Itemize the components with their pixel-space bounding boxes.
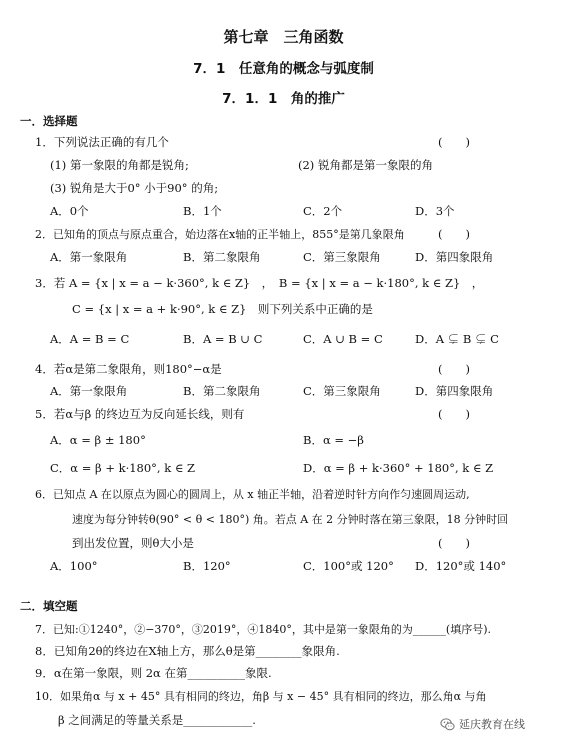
q1-statement-2: (2) 锐角都是第一象限的角 — [298, 158, 433, 172]
q1-option-c: C．2个 — [303, 204, 343, 218]
q10-line-2: β 之间满足的等量关系是____________. — [58, 713, 256, 727]
q3-option-d: D．A ⊊ B ⊊ C — [415, 332, 499, 346]
q10-line-1: 10．如果角α 与 x + 45° 具有相同的终边，角β 与 x − 45° 具有相同的终边，那么角α 与角 — [35, 690, 487, 703]
chapter-title: 第七章 三角函数 — [223, 28, 344, 46]
q6-line-3: 到出发位置，则θ大小是 — [72, 536, 194, 550]
q2-option-b: B．第二象限角 — [183, 250, 261, 264]
q6-answer-paren: ( ) — [438, 536, 470, 550]
q5-option-b: B．α = −β — [303, 433, 364, 447]
q2-option-a: A．第一象限角 — [50, 250, 128, 264]
subsection-title: 7．1．1 角的推广 — [222, 91, 345, 107]
q5-answer-paren: ( ) — [438, 407, 470, 421]
part2-heading: 二．填空题 — [20, 599, 78, 613]
q4-answer-paren: ( ) — [438, 362, 470, 376]
q1-stem: 1．下列说法正确的有几个 — [35, 135, 169, 149]
q5-option-d: D．α = β + k·360° + 180°, k ∈ Z — [303, 461, 494, 475]
q1-option-d: D．3个 — [415, 204, 455, 218]
wechat-icon — [440, 717, 455, 732]
q3-line-2: C = {x | x = a + k·90°, k ∈ Z} 则下列关系中正确的是 — [72, 302, 373, 316]
q1-option-b: B．1个 — [183, 204, 222, 218]
q6-option-a: A．100° — [50, 559, 98, 573]
q3-option-b: B．A = B ∪ C — [183, 332, 263, 346]
q6-option-c: C．100°或 120° — [303, 559, 394, 573]
q3-option-c: C．A ∪ B = C — [303, 332, 383, 346]
q1-statement-3: (3) 锐角是大于0° 小于90° 的角; — [50, 181, 219, 195]
q1-statement-1: (1) 第一象限的角都是锐角; — [50, 158, 189, 172]
q3-line-1: 3．若 A = {x | x = a − k·360°, k ∈ Z} ， B = {x | x = a − k·180°, k ∈ Z} ， — [35, 276, 484, 290]
q4-option-b: B．第二象限角 — [183, 384, 261, 398]
q5-option-c: C．α = β + k·180°, k ∈ Z — [50, 461, 196, 475]
q5-option-a: A．α = β ± 180° — [50, 433, 146, 447]
q6-option-d: D．120°或 140° — [415, 559, 507, 573]
q3-option-a: A．A = B = C — [50, 332, 130, 346]
q2-option-d: D．第四象限角 — [415, 250, 494, 264]
q5-stem: 5．若α与β 的终边互为反向延长线，则有 — [35, 407, 245, 421]
q1-option-a: A．0个 — [50, 204, 89, 218]
q7-text: 7．已知:①1240°，②−370°，③2019°，④1840°，其中是第一象限角的为______(填序号). — [35, 623, 491, 636]
q2-answer-paren: ( ) — [438, 227, 470, 241]
q4-option-a: A．第一象限角 — [50, 384, 128, 398]
q6-option-b: B．120° — [183, 559, 231, 573]
part1-heading: 一．选择题 — [20, 114, 78, 128]
watermark — [440, 716, 525, 732]
q4-stem: 4．若α是第二象限角，则180°−α是 — [35, 362, 222, 376]
q8-text: 8．已知角2θ的终边在X轴上方，那么θ是第________象限角. — [35, 644, 340, 658]
q4-option-d: D．第四象限角 — [415, 384, 494, 398]
q9-text: 9．α在第一象限，则 2α 在第__________象限. — [35, 666, 272, 680]
q6-line-2: 速度为每分钟转θ(90° < θ < 180°) 角。若点 A 在 2 分钟时落在第三象限，18 分钟时回 — [72, 513, 509, 526]
q2-option-c: C．第三象限角 — [303, 250, 381, 264]
q2-stem: 2．已知角的顶点与原点重合，始边落在x轴的正半轴上，855°是第几象限角 — [35, 228, 405, 241]
q6-line-1: 6．已知点 A 在以原点为圆心的圆周上，从 x 轴正半轴，沿着逆时针方向作匀速圆周运动, — [35, 488, 470, 501]
section-title: 7．1 任意角的概念与弧度制 — [193, 61, 374, 77]
watermark-text: 延庆教育在线 — [459, 718, 525, 731]
q1-answer-paren: ( ) — [438, 135, 470, 149]
q4-option-c: C．第三象限角 — [303, 384, 381, 398]
